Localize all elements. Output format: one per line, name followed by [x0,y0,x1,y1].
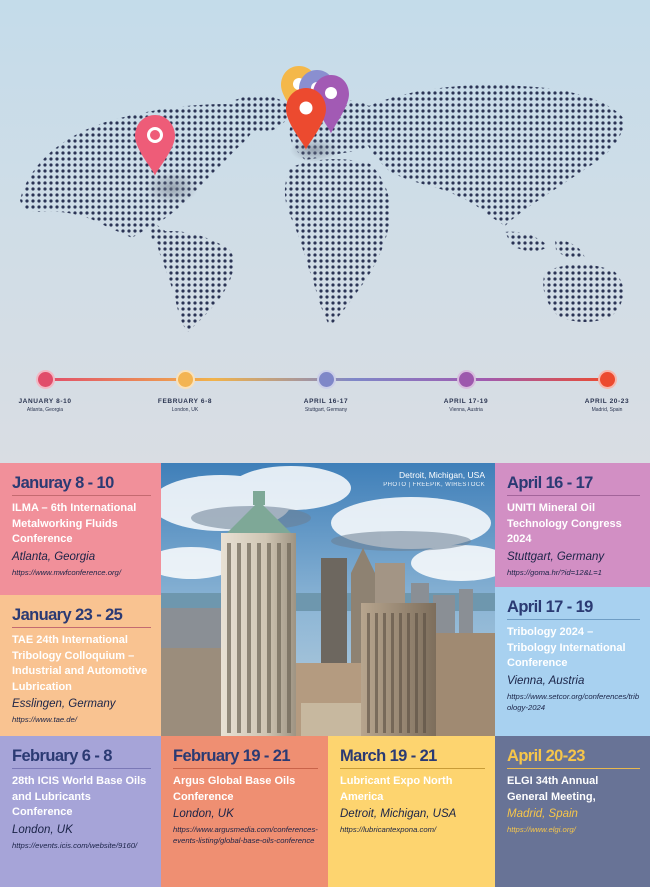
timeline-dot [36,370,55,389]
event-date: February 19 - 21 [173,747,290,765]
skyline-illustration [161,463,495,736]
event-title: 28th ICIS World Base Oils and Lubricants Conference [12,775,147,818]
event-card-icis [0,736,161,887]
timeline-place: Stuttgart, Germany [304,407,348,413]
event-location: London, UK [173,808,234,820]
event-date: February 6 - 8 [12,747,112,765]
timeline-place: London, UK [171,407,199,413]
timeline-node [411,360,521,413]
event-date: January 23 - 25 [12,606,123,624]
event-card-uniti [495,463,650,587]
event-location: Vienna, Austria [507,674,585,687]
event-card-lubricant-expo [328,736,495,887]
event-link[interactable]: https://www.tae.de/ [12,715,77,724]
divider [507,495,640,496]
event-card-tae [0,595,161,736]
timeline-place: Vienna, Austria [449,407,483,413]
timeline-dot [457,370,476,389]
event-card-tribology [495,587,650,736]
event-location: Madrid, Spain [507,808,578,820]
event-date: Januray 8 - 10 [12,474,114,492]
event-date: April 16 - 17 [507,474,593,492]
divider [12,627,151,628]
event-link[interactable]: https://www.setcor.org/conferences/tribology-2024 [507,691,640,712]
event-location: London, UK [12,823,73,836]
event-title: UNITI Mineral Oil Technology Congress 2024 [507,502,622,545]
photo-location: Detroit, Michigan, USA [399,470,485,480]
event-title: ILMA – 6th International Metalworking Fluids Conference [12,502,137,545]
timeline-date: FEBRUARY 6-8 [157,398,213,405]
divider [12,768,151,769]
event-card-argus [161,736,328,887]
timeline-place: Atlanta, Georgia [26,407,64,413]
photo-caption [383,470,485,488]
divider [12,495,151,496]
timeline-node [130,360,240,413]
event-link[interactable]: https://www.argusmedia.com/conferences-events-listing/global-base-oils-conference [173,825,318,845]
event-card-ilma [0,463,161,595]
event-date: March 19 - 21 [340,747,437,765]
divider [340,768,485,769]
event-card-elgi [495,736,650,887]
event-link[interactable]: https://www.mwfconference.org/ [12,567,121,577]
timeline-dot [317,370,336,389]
event-title: Lubricant Expo North America [340,775,453,803]
event-link[interactable]: https://www.elgi.org/ [507,825,576,834]
event-location: Detroit, Michigan, USA [340,808,457,820]
event-title: TAE 24th International Tribology Colloquium – Industrial and Automotive Lubrication [12,634,148,693]
divider [507,619,640,620]
continents [20,85,625,332]
event-link[interactable]: https://goma.hr/?id=12&L=1 [507,567,602,577]
event-timeline [0,360,650,430]
event-date: April 20-23 [507,747,585,765]
event-link[interactable]: https://lubricantexpona.com/ [340,825,437,834]
timeline-node [271,360,381,413]
divider [173,768,318,769]
timeline-date: APRIL 17-19 [443,398,489,405]
timeline-date: JANUARY 8-10 [18,398,72,405]
divider [507,768,640,769]
event-date: April 17 - 19 [507,598,593,616]
timeline-dot [176,370,195,389]
timeline-date: APRIL 20-23 [584,398,630,405]
event-location: Stuttgart, Germany [507,550,605,563]
event-location: Esslingen, Germany [12,698,116,710]
event-title: ELGI 34th Annual General Meeting, [507,775,599,803]
event-title: Tribology 2024 – Tribology International Conference [507,626,626,669]
photo-credit: PHOTO | FREEPIK, WIRESTOCK [383,482,485,488]
event-location: Atlanta, Georgia [12,550,96,563]
timeline-node [0,360,100,413]
timeline-place: Madrid, Spain [591,407,623,413]
timeline-dot [598,370,617,389]
timeline-node [552,360,650,413]
detroit-skyline-photo [161,463,495,736]
event-title: Argus Global Base Oils Conference [173,775,296,803]
event-link[interactable]: https://events.icis.com/website/9160/ [12,840,138,850]
timeline-date: APRIL 16-17 [303,398,349,405]
